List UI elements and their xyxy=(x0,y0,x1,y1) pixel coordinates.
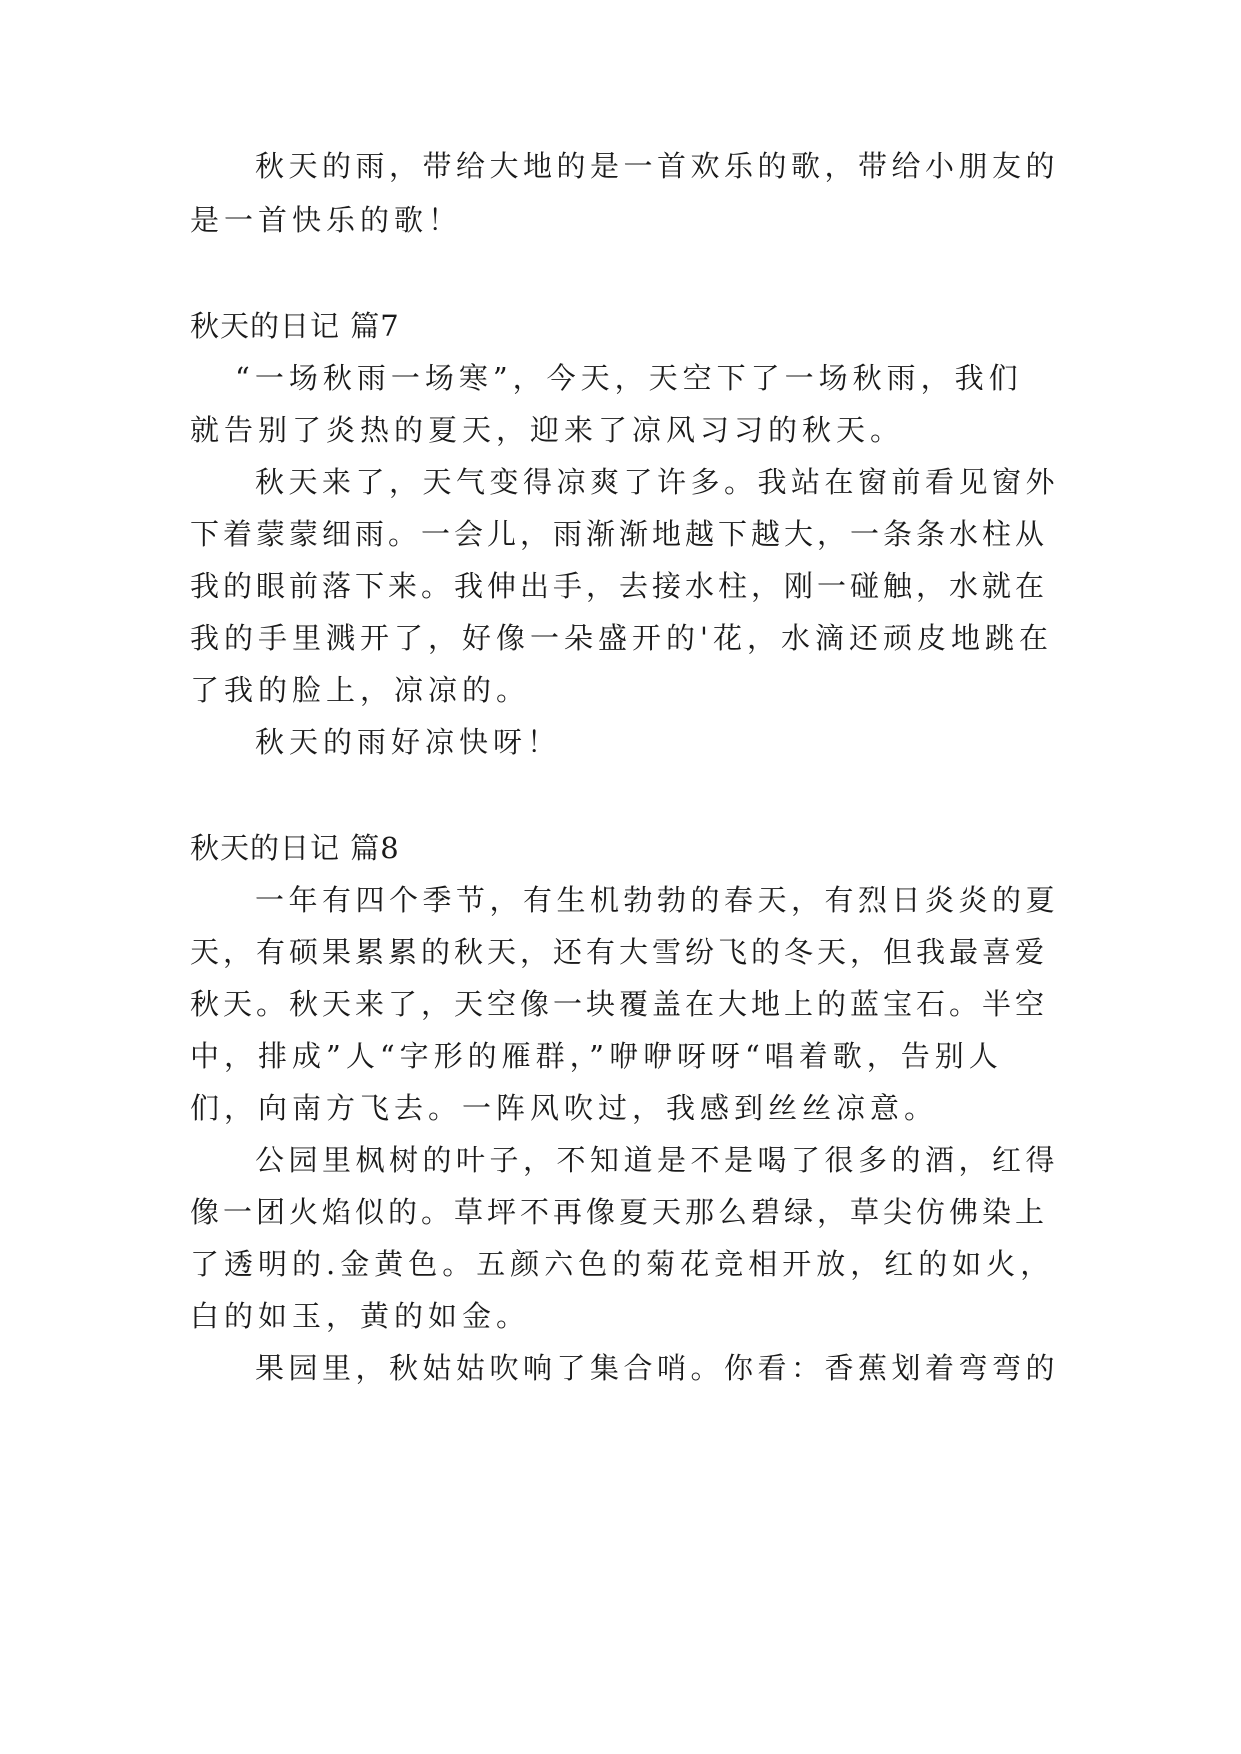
text-line: 下着蒙蒙细雨。一会儿，雨渐渐地越下越大，一条条水柱从 xyxy=(190,517,1049,551)
text-line: 秋天的雨，带给大地的是一首欢乐的歌，带给小朋友的 xyxy=(255,149,1060,183)
text-line: 了我的脸上，凉凉的。 xyxy=(190,673,531,707)
text-line: 像一团火焰似的。草坪不再像夏天那么碧绿，草尖仿佛染上 xyxy=(190,1195,1049,1229)
text-line: 了透明的.金黄色。五颜六色的菊花竞相开放，红的如火， xyxy=(190,1247,1055,1281)
text-line: 白的如玉，黄的如金。 xyxy=(190,1299,531,1333)
section-heading: 秋天的日记 篇7 xyxy=(190,309,400,343)
text-line: 果园里，秋姑姑吹响了集合哨。你看：香蕉划着弯弯的 xyxy=(255,1351,1060,1385)
text-line: 们，向南方飞去。一阵风吹过，我感到丝丝凉意。 xyxy=(190,1091,939,1125)
text-line: 我的眼前落下来。我伸出手，去接水柱，刚一碰触，水就在 xyxy=(190,569,1049,603)
text-line: “一场秋雨一场寒”，今天，天空下了一场秋雨，我们 xyxy=(235,361,1023,395)
section-heading: 秋天的日记 篇8 xyxy=(190,831,400,865)
text-line: 秋天的雨好凉快呀！ xyxy=(255,725,562,759)
text-line: 一年有四个季节，有生机勃勃的春天，有烈日炎炎的夏 xyxy=(255,883,1060,917)
text-line: 秋天。秋天来了，天空像一块覆盖在大地上的蓝宝石。半空 xyxy=(190,987,1049,1021)
text-line: 公园里枫树的叶子，不知道是不是喝了很多的酒，红得 xyxy=(255,1143,1060,1177)
text-line: 中，排成”人“字形的雁群，”咿咿呀呀“唱着歌，告别人 xyxy=(190,1039,1003,1073)
text-line: 是一首快乐的歌！ xyxy=(190,203,463,237)
text-line: 天，有硕果累累的秋天，还有大雪纷飞的冬天，但我最喜爱 xyxy=(190,935,1049,969)
text-line: 秋天来了，天气变得凉爽了许多。我站在窗前看见窗外 xyxy=(255,465,1060,499)
text-line: 我的手里溅开了，好像一朵盛开的'花，水滴还顽皮地跳在 xyxy=(190,621,1053,655)
text-line: 就告别了炎热的夏天，迎来了凉风习习的秋天。 xyxy=(190,413,905,447)
